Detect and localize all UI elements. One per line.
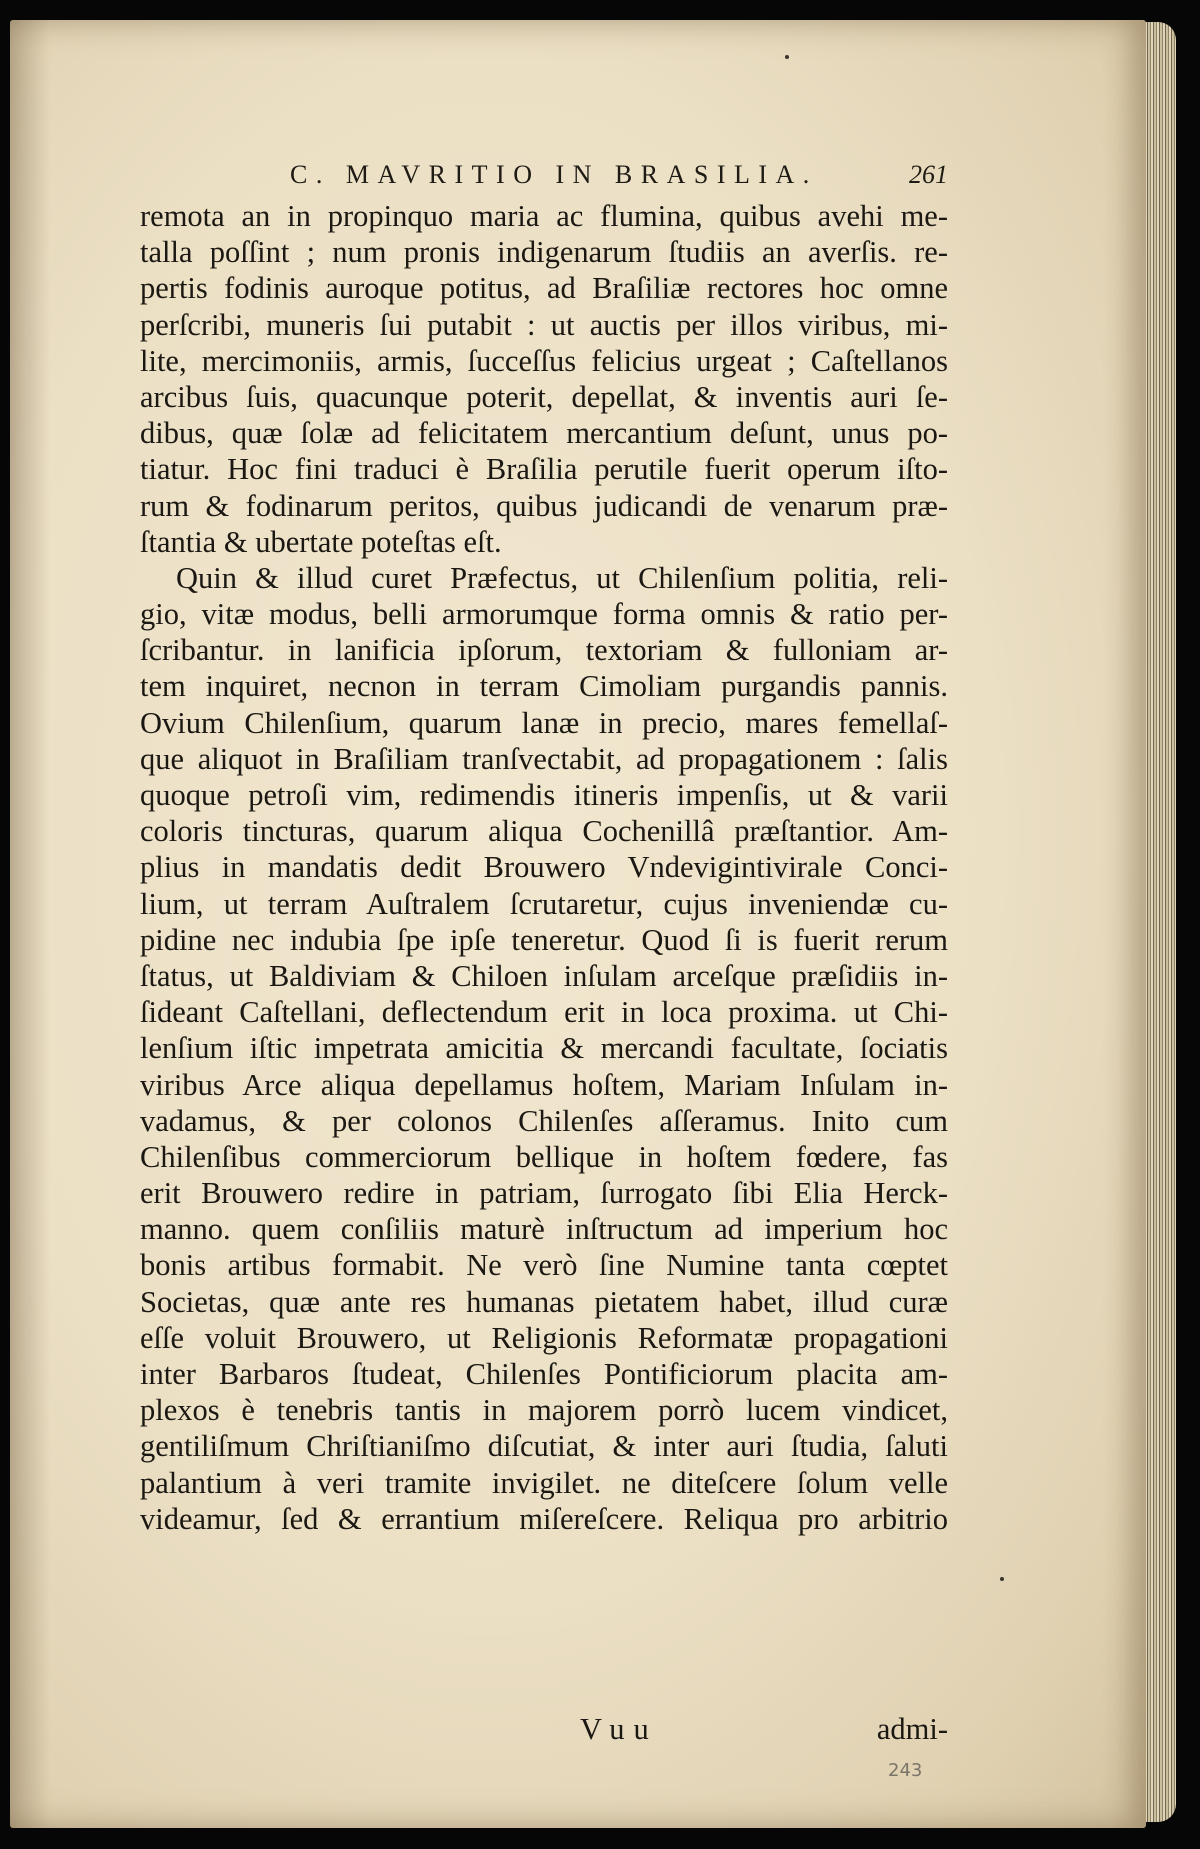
paper-speck	[785, 55, 789, 59]
text-line: videamur, ſed & errantium miſereſcere. Reliqua pro arbitrio	[140, 1501, 948, 1536]
text-line: que aliquot in Braſiliam tranſvectabit, ad propagationem : ſalis	[140, 741, 948, 776]
text-line: lite, mercimoniis, armis, ſucceſſus felicius urgeat ; Caſtellanos	[140, 343, 948, 378]
text-line: tiatur. Hoc fini traduci è Braſilia perutile fuerit operum iſto-	[140, 452, 948, 487]
text-line: rum & fodinarum peritos, quibus judicandi de venarum præ-	[140, 488, 948, 523]
running-head-title: C. MAVRITIO IN BRASILIA.	[290, 160, 818, 189]
text-line: inter Barbaros ſtudeat, Chilenſes Pontificiorum placita am-	[140, 1357, 948, 1391]
text-line: quoque petroſi vim, redimendis itineris impenſis, ut & varii	[140, 778, 948, 812]
text-line: Societas, quæ ante res humanas pietatem habet, illud curæ	[140, 1284, 948, 1319]
text-line: arcibus ſuis, quacunque poterit, depellat, & inventis auri ſe-	[140, 379, 948, 414]
text-line: lium, ut terram Auſtralem ſcrutaretur, cujus inveniendæ cu-	[140, 886, 948, 921]
text-line: ſtatus, ut Baldiviam & Chiloen inſulam arceſque præſidiis in-	[140, 958, 948, 993]
text-line: gentiliſmum Chriſtianiſmo diſcutiat, & inter auri ſtudia, ſaluti	[140, 1429, 948, 1464]
text-line: lenſium iſtic impetrata amicitia & mercandi facultate, ſociatis	[140, 1031, 948, 1066]
footer-line	[140, 1712, 948, 1752]
text-line: dibus, quæ ſolæ ad felicitatem mercantium deſunt, unus po-	[140, 416, 948, 451]
text-line: bonis artibus formabit. Ne verò ſine Numine tanta cœptet	[140, 1248, 948, 1283]
signature-mark: Vuu	[580, 1712, 658, 1746]
text-line: coloris tincturas, quarum aliqua Cochenillâ præſtantior. Am-	[140, 814, 948, 849]
text-line: remota an in propinquo maria ac flumina, quibus avehi me-	[140, 199, 948, 233]
body-text	[140, 198, 948, 1537]
text-line: Ovium Chilenſium, quarum lanæ in precio, mares femellaſ-	[140, 705, 948, 740]
text-line: palantium à veri tramite invigilet. ne diteſcere ſolum velle	[140, 1465, 948, 1500]
text-line: talla poſſint ; num pronis indigenarum ſtudiis an averſis. re-	[140, 235, 948, 270]
text-line: perſcribi, muneris ſui putabit : ut auctis per illos viribus, mi-	[140, 307, 948, 342]
text-line: pertis fodinis auroque potitus, ad Braſiliæ rectores hoc omne	[140, 271, 948, 306]
text-line: ſideant Caſtellani, deflectendum erit in loca proxima. ut Chi-	[140, 995, 948, 1030]
text-line: vadamus, & per colonos Chilenſes aſſeramus. Inito cum	[140, 1103, 948, 1138]
running-head	[140, 160, 948, 200]
text-line: ſtantia & ubertate poteſtas eſt.	[140, 524, 502, 559]
text-line: manno. quem conſiliis maturè inſtructum ad imperium hoc	[140, 1212, 948, 1247]
text-line: erit Brouwero redire in patriam, ſurrogato ſibi Elia Herck-	[140, 1176, 948, 1211]
text-line: gio, vitæ modus, belli armorumque forma omnis & ratio per-	[140, 597, 948, 632]
gutter-shadow	[10, 20, 50, 1828]
text-line: Quin & illud curet Præfectus, ut Chilenſium politia, reli-	[176, 560, 948, 595]
paper-speck	[1000, 1577, 1004, 1581]
text-line: Chilenſibus commerciorum bellique in hoſtem fœdere, fas	[140, 1139, 948, 1174]
text-line: pidine nec indubia ſpe ipſe teneretur. Quod ſi is fuerit rerum	[140, 922, 948, 957]
text-line: plius in mandatis dedit Brouwero Vndevigintivirale Conci-	[140, 850, 948, 885]
text-line: viribus Arce aliqua depellamus hoſtem, Mariam Inſulam in-	[140, 1067, 948, 1102]
text-line: plexos è tenebris tantis in majorem porrò lucem vindicet,	[140, 1393, 948, 1428]
text-line: tem inquiret, necnon in terram Cimoliam purgandis pannis.	[140, 669, 948, 704]
text-line: ſcribantur. in lanificia ipſorum, textoriam & fulloniam ar-	[140, 633, 948, 668]
page-number: 261	[909, 160, 948, 189]
catchword: admi-	[876, 1712, 948, 1746]
text-line: eſſe voluit Brouwero, ut Religionis Reformatæ propagationi	[140, 1320, 948, 1355]
pencil-annotation: 243	[888, 1760, 923, 1781]
